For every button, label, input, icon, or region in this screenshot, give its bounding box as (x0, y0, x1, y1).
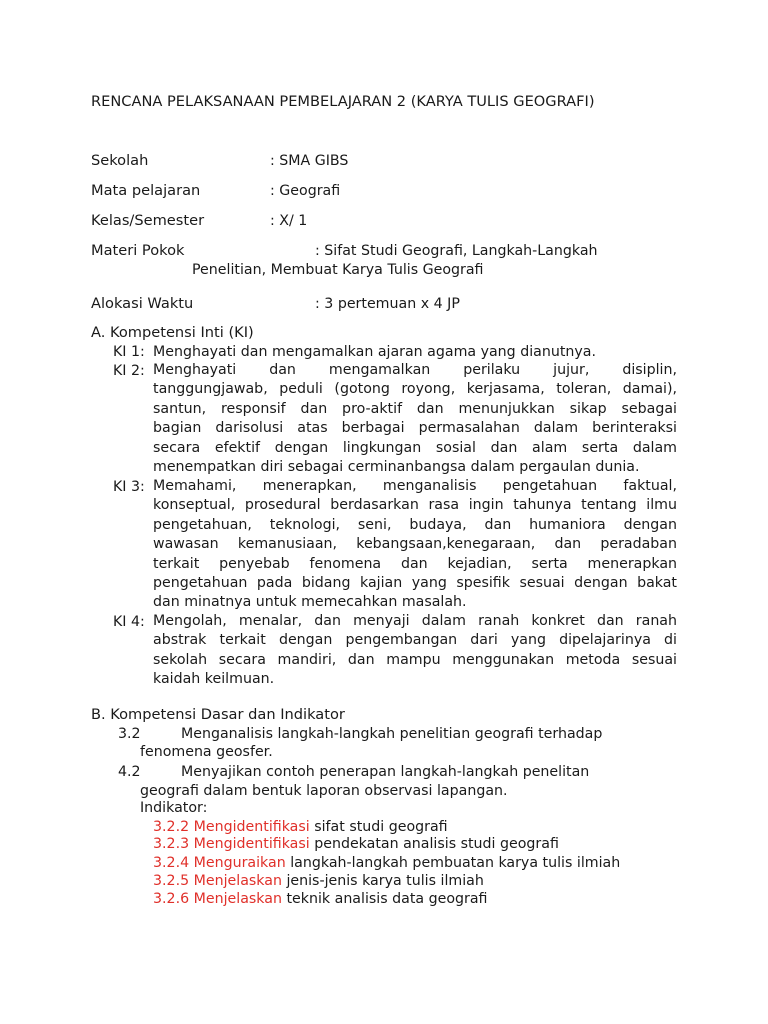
indicator-rest: sifat studi geografi (314, 819, 448, 835)
indicator-verb: Mengidentifikasi (193, 819, 310, 835)
alokasi-value: : 3 pertemuan x 4 JP (315, 296, 460, 312)
indicator-verb: Mengidentifikasi (193, 836, 310, 852)
kelas-value: : X/ 1 (270, 213, 308, 229)
indicator-verb: Menjelaskan (193, 873, 282, 889)
alokasi-label: Alokasi Waktu (91, 295, 194, 312)
indicator-verb: Menguraikan (193, 855, 286, 871)
document-title: RENCANA PELAKSANAAN PEMBELAJARAN 2 (KARYA TULIS GEOGRAFI) (91, 93, 595, 110)
ki3-line: wawasan kemanusiaan, kebangsaan,kenegaraan, dan peradaban (153, 536, 677, 553)
ki2-text (153, 361, 677, 477)
indicator-rest: jenis-jenis karya tulis ilmiah (286, 873, 484, 889)
ki3-line: dan minatnya untuk memecahkan masalah. (153, 594, 467, 611)
indicator-code: 3.2.5 (153, 873, 190, 889)
indicator-item (153, 856, 620, 870)
kd2-number: 4.2 (118, 764, 141, 780)
indicator-rest: teknik analisis data geografi (286, 891, 488, 907)
ki1-text: Menghayati dan mengamalkan ajaran agama yang dianutnya. (153, 344, 596, 360)
ki2-line: secara efektif dengan lingkungan sosial dan alam serta dalam (153, 439, 677, 456)
indicator-rest: pendekatan analisis studi geografi (314, 836, 559, 852)
sekolah-value: : SMA GIBS (270, 153, 349, 169)
section-b-heading: B. Kompetensi Dasar dan Indikator (91, 706, 345, 723)
indicator-code: 3.2.2 (153, 819, 190, 835)
ki2-line: Menghayati dan mengamalkan perilaku jujur, disiplin, (153, 362, 677, 378)
mapel-label: Mata pelajaran (91, 182, 201, 199)
kelas-label: Kelas/Semester (91, 212, 205, 229)
ki3-label: KI 3: (113, 479, 145, 495)
kd2-text-line1: Menyajikan contoh penerapan langkah-langkah penelitan (181, 764, 590, 780)
ki4-line: Mengolah, menalar, dan menyaji dalam ranah konkret dan ranah (153, 613, 677, 629)
materi-value-line1: : Sifat Studi Geografi, Langkah-Langkah (315, 243, 598, 259)
ki4-line: sekolah secara mandiri, dan mampu menggunakan metoda sesuai (153, 651, 677, 668)
ki4-label: KI 4: (113, 614, 145, 630)
indikator-label: Indikator: (140, 800, 208, 816)
ki2-line: menempatkan diri sebagai cerminanbangsa dalam pergaulan dunia. (153, 458, 640, 475)
section-a-heading: A. Kompetensi Inti (KI) (91, 324, 254, 341)
kd1-number: 3.2 (118, 726, 141, 742)
indicator-verb: Menjelaskan (193, 891, 282, 907)
ki4-line: kaidah keilmuan. (153, 671, 275, 688)
ki2-line: bagian darisolusi atas berbagai permasalahan dalam berinteraksi (153, 420, 677, 437)
indicator-item (153, 874, 484, 888)
materi-value-line2: Penelitian, Membuat Karya Tulis Geografi (192, 262, 484, 278)
ki1-label: KI 1: (113, 344, 145, 360)
indicator-item (153, 837, 559, 851)
sekolah-label: Sekolah (91, 152, 149, 169)
indicator-code: 3.2.3 (153, 836, 190, 852)
ki3-line: pengetahuan, teknologi, seni, budaya, dan humaniora dengan (153, 516, 677, 533)
ki2-label: KI 2: (113, 363, 145, 379)
ki4-text (153, 612, 677, 690)
kd2-text-line2: geografi dalam bentuk laporan observasi lapangan. (140, 783, 508, 799)
ki3-line: pengetahuan pada bidang kajian yang spesifik sesuai dengan bakat (153, 574, 677, 591)
mapel-value: : Geografi (270, 183, 341, 199)
indicator-code: 3.2.6 (153, 891, 190, 907)
ki2-line: tanggungjawab, peduli (gotong royong, kerjasama, toleran, damai), (153, 381, 677, 398)
ki2-line: santun, responsif dan pro-aktif dan menunjukkan sikap sebagai (153, 400, 677, 417)
kd1-text-line1: Menganalisis langkah-langkah penelitian geografi terhadap (181, 726, 603, 742)
kd1-text-line2: fenomena geosfer. (140, 744, 273, 760)
ki3-text (153, 477, 677, 613)
indicator-item (153, 892, 487, 906)
indicator-item (153, 820, 448, 834)
ki3-line: terkait penyebab fenomena dan kejadian, serta menerapkan (153, 555, 677, 572)
ki3-line: konseptual, prosedural berdasarkan rasa ingin tahunya tentang ilmu (153, 497, 677, 514)
materi-label: Materi Pokok (91, 242, 185, 259)
ki4-line: abstrak terkait dengan pengembangan dari yang dipelajarinya di (153, 632, 677, 649)
ki3-line: Memahami, menerapkan, menganalisis pengetahuan faktual, (153, 478, 677, 494)
indicator-code: 3.2.4 (153, 855, 190, 871)
indicator-rest: langkah-langkah pembuatan karya tulis ilmiah (290, 855, 621, 871)
